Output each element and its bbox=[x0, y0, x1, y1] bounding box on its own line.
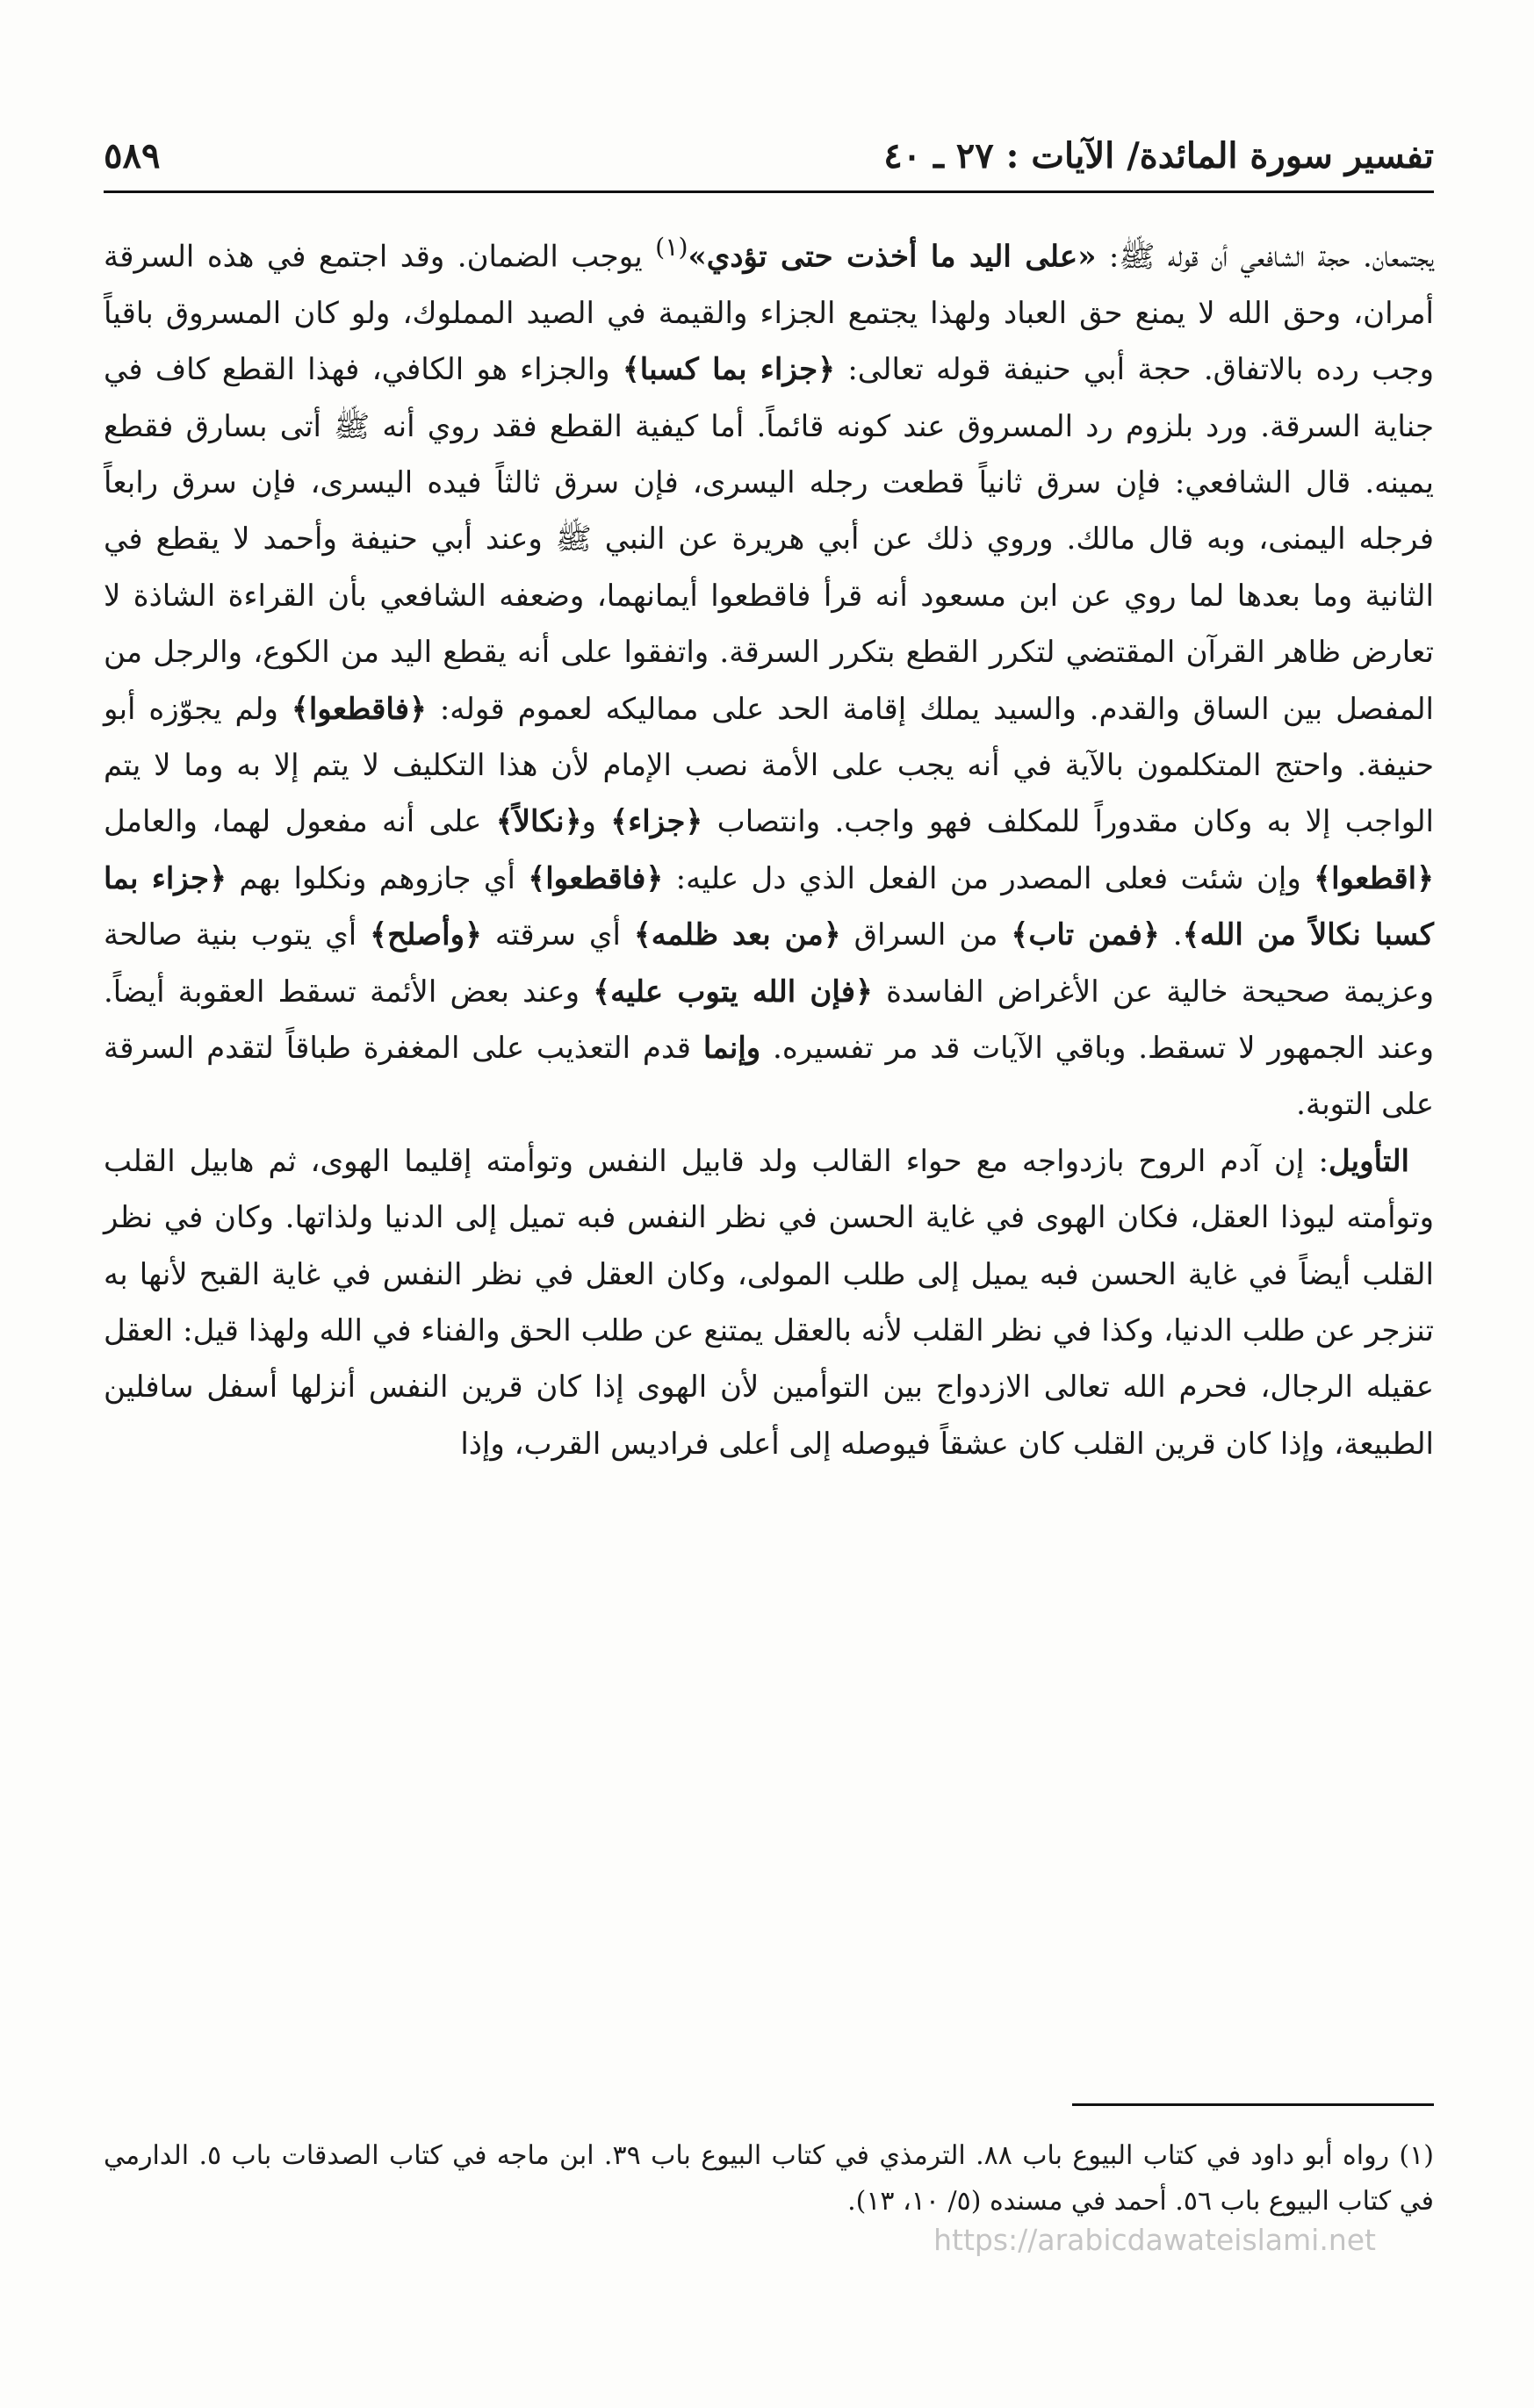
quran-quote: ﴿من بعد ظلمه﴾ bbox=[633, 917, 841, 953]
watermark-url: https://arabicdawateislami.net bbox=[933, 2223, 1376, 2257]
quran-quote: ﴿جزاء بما كسبا﴾ bbox=[622, 352, 836, 388]
text-run: أي جازوهم ونكلوا بهم bbox=[227, 860, 529, 896]
text-run: قدم التعذيب على المغفرة طباقاً لتقدم السرقة على التوبة. bbox=[104, 1031, 1434, 1123]
text-run: على أنه مفعول لهما، والعامل bbox=[104, 804, 496, 840]
text-run: من السراق bbox=[840, 917, 1012, 953]
header-rule bbox=[104, 190, 1434, 193]
quran-quote: ﴿فاقطعوا﴾ bbox=[528, 860, 664, 896]
quran-quote: ﴿جزاء﴾ bbox=[610, 804, 703, 840]
text-run: . bbox=[1159, 917, 1183, 953]
quran-quote: ﴿فاقطعوا﴾ bbox=[291, 691, 427, 727]
footnote-1: (١) رواه أبو داود في كتاب البيوع باب ٨٨. الترمذي في كتاب البيوع باب ٣٩. ابن ماجه في كتاب الصدقات باب ٥. الدارمي في كتاب البيوع باب ٥٦. أحمد في مسنده (٥/ ١٠، ١٣). bbox=[104, 2140, 1434, 2217]
paragraph-commentary bbox=[104, 219, 1434, 1133]
quran-quote: ﴿وأصلح﴾ bbox=[370, 917, 482, 953]
text-run: يوجب الضمان. وقد اجتمع في هذه السرقة أمران، وحق الله لا يمنع حق العباد ولهذا يجتمع الجزاء والقيمة في الصيد المملوك، ولو كان المسروق باقياً وجب رده بالاتفاق. حجة أبي حنيفة قوله تعالى: bbox=[104, 239, 1434, 388]
paragraph-interpretation bbox=[104, 1133, 1434, 1472]
emphasis-word: وإنما bbox=[702, 1031, 761, 1067]
text-run: وعند بعض الأئمة تسقط العقوبة أيضاً. وعند الجمهور لا تسقط. وباقي الآيات قد مر تفسيره. bbox=[104, 974, 1434, 1067]
footnote-ref[interactable]: (١) bbox=[655, 233, 688, 262]
text-run: يجتمعان. حجة الشافعي أن قوله ﷺ: bbox=[1096, 239, 1434, 275]
section-label: التأويل bbox=[1328, 1143, 1409, 1179]
footnote-rule bbox=[1072, 2103, 1434, 2106]
text-run: ولم يجوّزه أبو حنيفة. واحتج المتكلمون بالآية في أنه يجب على الأمة نصب الإمام لأن هذا التكليف لا يتم إلا به وما لا يتم الواجب إلا به وكان مقدوراً للمكلف فهو واجب. وانتصاب bbox=[104, 691, 1435, 840]
text-run: : إن آدم الروح بازدواجه مع حواء القالب ولد قابيل النفس وتوأمته إقليما الهوى، ثم هابيل القلب وتوأمته ليوذا العقل، فكان الهوى في غاية الحسن في نظر النفس فبه تميل إلى الدنيا ولذاتها. وكان في نظر القلب أيضاً في غاية الحسن فبه يميل إلى طلب المولى، وكان العقل في نظر النفس في غاية القبح لأنها به تنزجر عن طلب الدنيا، وكذا في نظر القلب لأنه بالعقل يمتنع عن طلب الحق والفناء في الله ولهذا قيل: العقل عقيله الرجال، فحرم الله تعالى الازدواج بين التوأمين لأن الهوى إذا كان قرين النفس أنزلها أسفل سافلين الطبيعة، وإذا كان قرين القلب كان عشقاً فيوصله إلى أعلى فراديس القرب، وإذا bbox=[104, 1143, 1434, 1462]
text-run: أي سرقته bbox=[481, 917, 634, 953]
text-run: أي يتوب بنية صالحة وعزيمة صحيحة خالية عن الأغراض الفاسدة bbox=[104, 917, 1434, 1010]
text-run: و bbox=[581, 804, 611, 840]
text-run: والجزاء هو الكافي، فهذا القطع كاف في جناية السرقة. ورد بلزوم رد المسروق عند كونه قائماً. أما كيفية القطع فقد روي أنه ﷺ أتى بسارق فقطع يمينه. قال الشافعي: فإن سرق ثانياً قطعت رجله اليسرى، فإن سرق ثالثاً فيده اليسرى، فإن سرق رابعاً فرجله اليمنى، وبه قال مالك. وروي ذلك عن أبي هريرة عن النبي ﷺ وعند أبي حنيفة وأحمد لا يقطع في الثانية وما بعدها لما روي عن ابن مسعود أنه قرأ فاقطعوا أيمانهما، وضعفه الشافعي بأن القراءة الشاذة لا تعارض ظاهر القرآن المقتضي لتكرر القطع بتكرر السرقة. واتفقوا على أنه يقطع اليد من الكوع، والرجل من المفصل بين الساق والقدم. والسيد يملك إقامة الحد على مماليكه لعموم قوله: bbox=[104, 352, 1434, 727]
page-header bbox=[104, 130, 1434, 193]
quran-quote: ﴿نكالاً﴾ bbox=[495, 804, 582, 840]
text-run: وإن شئت فعلى المصدر من الفعل الذي دل عليه: bbox=[663, 860, 1314, 896]
page-number: ٥٨٩ bbox=[104, 135, 161, 176]
hadith-quote: «على اليد ما أخذت حتى تؤدي» bbox=[688, 239, 1097, 275]
main-text bbox=[104, 219, 1434, 1472]
running-title: تفسير سورة المائدة/ الآيات : ٢٧ ـ ٤٠ bbox=[883, 135, 1434, 176]
quran-quote: ﴿اقطعوا﴾ bbox=[1314, 860, 1434, 896]
quran-quote: ﴿فمن تاب﴾ bbox=[1011, 917, 1160, 953]
quran-quote: ﴿جزاء بما كسبا نكالاً من الله﴾ bbox=[104, 860, 1434, 953]
footnotes bbox=[104, 2133, 1434, 2225]
quran-quote: ﴿فإن الله يتوب عليه﴾ bbox=[593, 974, 873, 1010]
